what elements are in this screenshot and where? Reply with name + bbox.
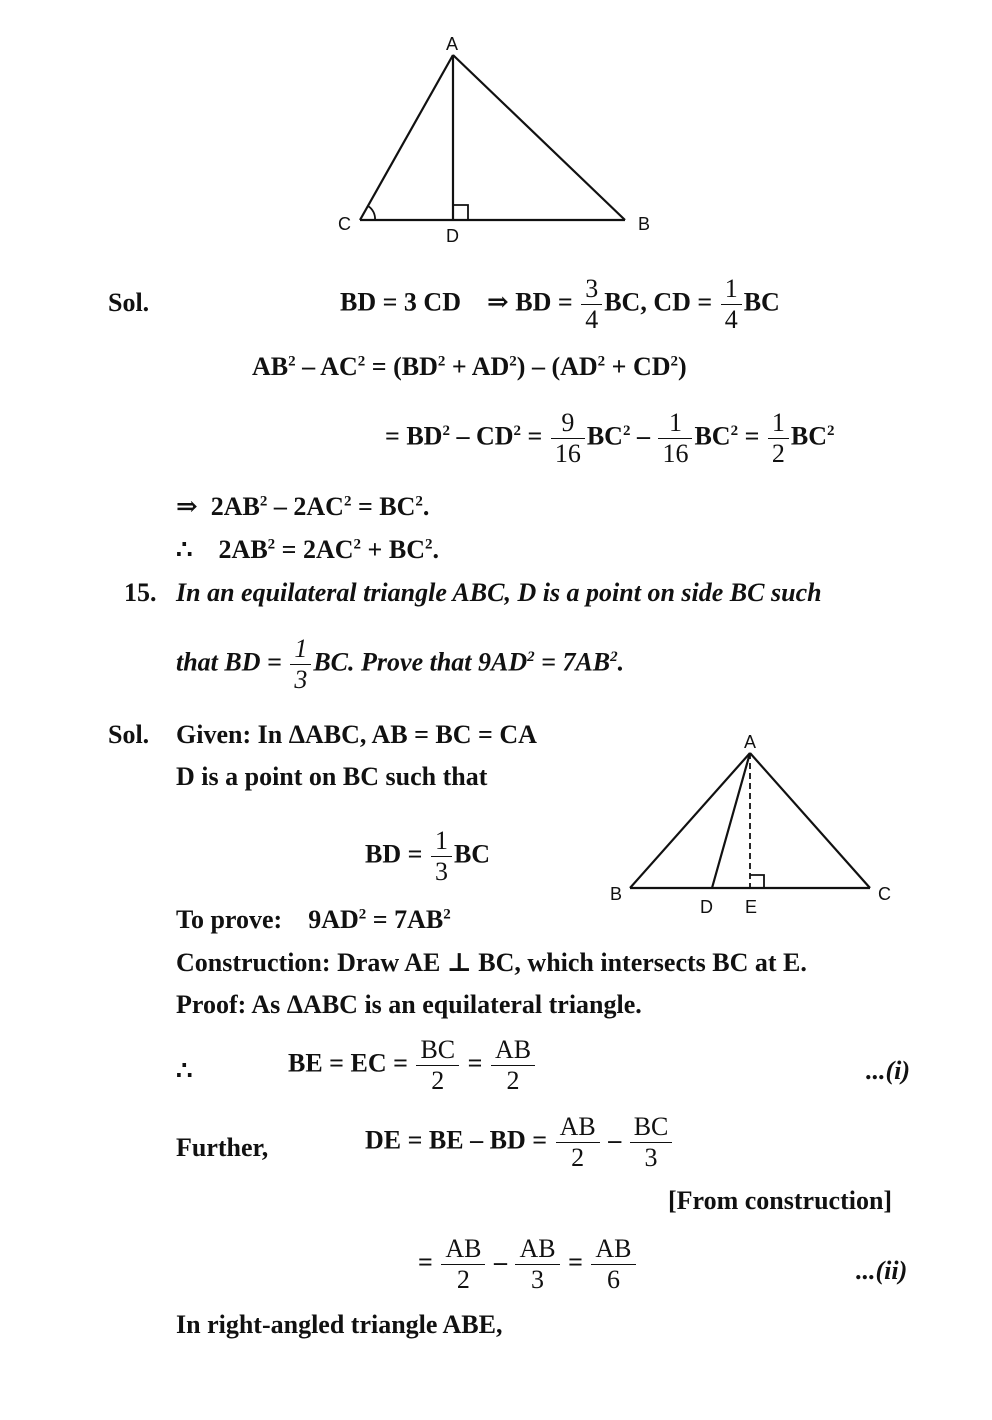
label-C: C	[338, 214, 351, 234]
be-ec-line: BE = EC = $\frac{BC}{2}$ = $\frac{AB}{2}$	[288, 1037, 537, 1094]
further-label: Further,	[176, 1133, 269, 1162]
label-A: A	[446, 34, 459, 54]
fraction-3-4: $\frac{3}{4}$	[581, 276, 602, 333]
sol1-line5: ∴ $2AB^2 = 2AC^2 + BC^2$.	[176, 535, 439, 564]
given-line: Given: In ΔABC, AB = BC = CA	[176, 720, 537, 749]
fig2-label-E: E	[745, 897, 758, 917]
fraction-de-bc-3: $\frac{BC}{3}$	[630, 1114, 673, 1171]
question-15-text-line2: that BD = $\frac{1}{3}$ BC. Prove that $9AD^2 = 7AB^2$.	[176, 634, 625, 694]
fraction-bc-2: $\frac{BC}{2}$	[416, 1037, 459, 1094]
fraction-1-4: $\frac{1}{4}$	[721, 276, 742, 333]
label-B: B	[638, 214, 651, 234]
sol1-line2: $AB^2 - AC^2 = (BD^2 + AD^2) - (AD^2 + CD^2)$	[252, 352, 687, 381]
bd-one-third-line: BD = $\frac{1}{3}$ BC	[365, 826, 491, 886]
fig2-label-B: B	[610, 884, 623, 904]
sol-label-2: Sol.	[108, 720, 150, 749]
fraction-l2-ab-2: $\frac{AB}{2}$	[441, 1236, 485, 1293]
sol1-implies: ⇒ BD =	[487, 287, 573, 317]
equation-ref-i: ...(i)	[866, 1056, 911, 1085]
fraction-1-16: $\frac{1}{16}$	[658, 410, 692, 467]
de-simplified-line: = $\frac{AB}{2}$ – $\frac{AB}{3}$ = $\frac{AB}{6}$	[418, 1236, 638, 1293]
fraction-9-16: $\frac{9}{16}$	[551, 410, 585, 467]
sol-label-1: Sol.	[108, 288, 150, 317]
fig2-label-A: A	[744, 732, 757, 752]
fraction-bd-1-3: $\frac{1}{3}$	[431, 828, 452, 885]
fraction-1-2: $\frac{1}{2}$	[768, 410, 789, 467]
sol1-line4: ⇒ $2AB^2 - 2AC^2 = BC^2$.	[176, 492, 430, 521]
fig2-label-D: D	[700, 897, 713, 917]
proof-line: Proof: As ΔABC is an equilateral triangle.	[176, 990, 642, 1019]
question-number-15: 15.	[124, 578, 157, 607]
fraction-l2-ab-6: $\frac{AB}{6}$	[591, 1236, 635, 1293]
to-prove-line: To prove: $9AD^2 = 7AB^2$	[176, 905, 451, 934]
fraction-de-ab-2: $\frac{AB}{2}$	[556, 1114, 600, 1171]
d-point-line: D is a point on BC such that	[176, 762, 488, 791]
fraction-l2-ab-3: $\frac{AB}{3}$	[515, 1236, 559, 1293]
label-D: D	[446, 226, 459, 246]
equation-ref-ii: ...(ii)	[856, 1256, 908, 1285]
right-angled-triangle-line: In right-angled triangle ABE,	[176, 1310, 503, 1339]
de-line: DE = BE – BD = $\frac{AB}{2}$ – $\frac{BC}{3}$	[365, 1114, 674, 1171]
from-construction-note: [From construction]	[668, 1186, 893, 1215]
fraction-1-3: $\frac{1}{3}$	[290, 636, 311, 693]
fig2-label-C: C	[878, 884, 891, 904]
sol1-bc-cd: BC, CD =	[604, 287, 713, 317]
sol1-bd-eq: BD = 3 CD	[340, 287, 461, 317]
construction-line: Construction: Draw AE ⊥ BC, which intersects BC at E.	[176, 948, 807, 977]
sol1-line3: = $BD^2 - CD^2$ = $\frac{9}{16}$ $BC^2$ – $\frac{1}{16}$ $BC^2$ = $\frac{1}{2}$ $BC^2$	[385, 408, 835, 468]
sol1-bc: BC	[743, 287, 780, 317]
triangle-figure-1	[320, 30, 670, 250]
question-15-text-line1: In an equilateral triangle ABC, D is a point on side BC such	[176, 578, 822, 607]
fraction-ab-2: $\frac{AB}{2}$	[491, 1037, 535, 1094]
therefore-symbol: ∴	[176, 1056, 193, 1085]
triangle-figure-2	[600, 728, 900, 923]
sol1-line1	[340, 276, 780, 333]
